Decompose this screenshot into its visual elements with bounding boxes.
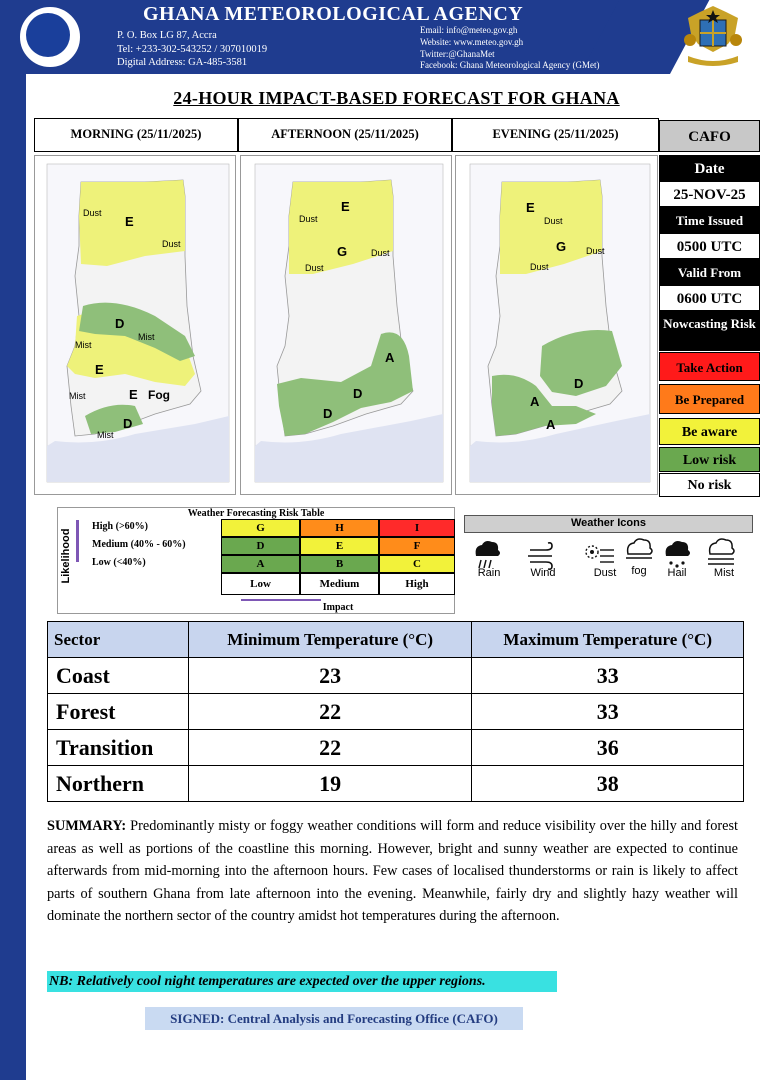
risk-table [57,507,455,614]
impact-label: Impact [322,602,354,613]
risk-cell-c: C [379,555,455,573]
risk-row-label: Medium (40% - 60%) [92,539,186,550]
min-temp: 22 [188,694,472,730]
header-website: Website: www.meteo.gov.gh [420,37,524,47]
cafo-nowcast-label: Nowcasting Risk [659,311,760,351]
dust-icon [586,546,614,562]
risk-col-low: Low [221,573,300,595]
panel-header-afternoon: AFTERNOON (25/11/2025) [238,118,452,152]
likelihood-arrow [76,520,79,562]
icon-label-fog: fog [631,565,647,577]
nb-note: NB: Relatively cool night temperatures are expected over the upper regions. [47,971,557,992]
cafo-title: CAFO [659,120,760,152]
min-temp: 23 [188,658,472,694]
map-morning-tag: E [129,387,138,402]
risk-cell-f: F [379,537,455,555]
wind-icon [528,543,552,569]
agency-name: GHANA METEOROLOGICAL AGENCY [143,3,524,25]
map-afternoon-tag: Dust [371,248,390,258]
sector-name: Forest [48,694,189,730]
risk-col-high: High [379,573,455,595]
risk-row-label: High (>60%) [92,521,148,532]
temperature-table [47,621,744,802]
header-twitter: Twitter:@GhanaMet [420,49,495,59]
sector-name: Transition [48,730,189,766]
max-temp: 36 [472,730,744,766]
table-row [48,766,744,802]
map-morning-tag: Mist [75,340,92,350]
rain-icon [476,541,500,568]
cafo-valid-label: Valid From [659,259,760,285]
header-min-temp: Minimum Temperature (°C) [188,622,472,658]
cafo-take-action: Take Action [659,352,760,381]
max-temp: 33 [472,694,744,730]
header-facebook: Facebook: Ghana Meteorological Agency (GMet) [420,60,600,70]
risk-cell-d: D [221,537,300,555]
cafo-date-label: Date [659,155,760,181]
map-evening-tag: A [546,417,556,432]
weather-icons-title: Weather Icons [464,515,753,533]
panel-header-morning: MORNING (25/11/2025) [34,118,238,152]
left-accent-bar [0,0,26,1080]
cafo-issued-label: Time Issued [659,207,760,233]
risk-cell-e: E [300,537,379,555]
risk-cell-i: I [379,519,455,537]
map-evening-tag: Dust [544,216,563,226]
min-temp: 22 [188,730,472,766]
risk-col-medium: Medium [300,573,379,595]
coat-of-arms-icon [680,4,746,70]
map-morning-tag: Fog [148,388,170,402]
map-morning-tag: Dust [83,208,102,218]
risk-row-label: Low (<40%) [92,557,146,568]
max-temp: 33 [472,658,744,694]
cafo-be-prepared: Be Prepared [659,384,760,414]
map-morning-tag: Dust [162,239,181,249]
map-morning-tag: E [95,362,104,377]
header-tel: Tel: +233-302-543252 / 307010019 [117,44,268,55]
map-morning-tag: D [123,416,133,431]
map-evening-tag: Dust [586,246,605,256]
map-evening [455,155,658,495]
min-temp: 19 [188,766,472,802]
risk-cell-a: A [221,555,300,573]
temperature-table-header [48,622,744,658]
max-temp: 38 [472,766,744,802]
map-evening-tag: D [574,376,584,391]
icon-label-wind: Wind [530,567,556,579]
sector-name: Coast [48,658,189,694]
map-afternoon-svg [241,156,451,494]
map-afternoon-tag: Dust [299,214,318,224]
cafo-date-value: 25-NOV-25 [659,181,760,207]
summary-text: Predominantly misty or foggy weather conditions will form and reduce visibility over the hilly and forest areas as well as portions of the coastline this morning. However, bright and sunny weather are expected to continue afterwards from mid-morning into the afternoon hours. Few cases of localised thunderstorms or rain is likely to affect parts of southern Ghana from late afternoon into the evening. Meanwhile, fairly dry and slightly hazy weather will dominate the northern sector of the country amidst hot temperatures during the afternoon. [47,818,738,925]
icon-label-hail: Hail [667,567,687,579]
risk-cell-g: G [221,519,300,537]
table-row [48,730,744,766]
header-max-temp: Maximum Temperature (°C) [472,622,744,658]
summary [47,815,738,928]
mist-icon [708,539,734,564]
gmet-logo-globe [26,13,70,57]
impact-arrow [241,599,321,601]
map-evening-tag: E [526,200,535,215]
header-sector: Sector [48,622,189,658]
map-afternoon-tag: D [323,406,333,421]
risk-cell-b: B [300,555,379,573]
header-digital-address: Digital Address: GA-485-3581 [117,57,248,68]
map-afternoon-tag: D [353,386,363,401]
cafo-be-aware: Be aware [659,418,760,445]
table-row [48,694,744,730]
header-address: P. O. Box LG 87, Accra [117,30,217,41]
map-morning-tag: E [125,214,134,229]
cafo-no-risk: No risk [659,473,760,497]
map-afternoon [240,155,452,495]
map-evening-tag: Dust [530,262,549,272]
map-evening-tag: G [556,239,567,254]
header-email: Email: info@meteo.gov.gh [420,25,518,35]
panel-header-evening: EVENING (25/11/2025) [452,118,659,152]
risk-table-title: Weather Forecasting Risk Table [187,508,325,519]
map-morning-svg [35,156,235,494]
signed-by: SIGNED: Central Analysis and Forecasting Office (CAFO) [145,1007,523,1030]
map-morning [34,155,236,495]
map-afternoon-tag: G [337,244,348,259]
hail-icon [666,541,690,568]
map-morning-tag: D [115,316,125,331]
map-evening-svg [456,156,657,494]
map-morning-tag: Mist [138,332,155,342]
table-row [48,658,744,694]
map-afternoon-tag: E [341,199,350,214]
cafo-issued-value: 0500 UTC [659,233,760,259]
map-afternoon-tag: A [385,350,395,365]
cafo-low-risk: Low risk [659,447,760,472]
map-morning-tag: Mist [69,391,86,401]
icon-label-mist: Mist [713,567,735,579]
summary-label: SUMMARY: [47,818,127,834]
sector-name: Northern [48,766,189,802]
icon-label-rain: Rain [477,567,501,579]
fog-icon [626,539,652,558]
map-morning-tag: Mist [97,430,114,440]
cafo-valid-value: 0600 UTC [659,285,760,311]
map-evening-tag: A [530,394,540,409]
likelihood-label: Likelihood [60,528,72,584]
page-title: 24-HOUR IMPACT-BASED FORECAST FOR GHANA [173,88,620,108]
risk-cell-h: H [300,519,379,537]
icon-label-dust: Dust [593,567,617,579]
map-afternoon-tag: Dust [305,263,324,273]
